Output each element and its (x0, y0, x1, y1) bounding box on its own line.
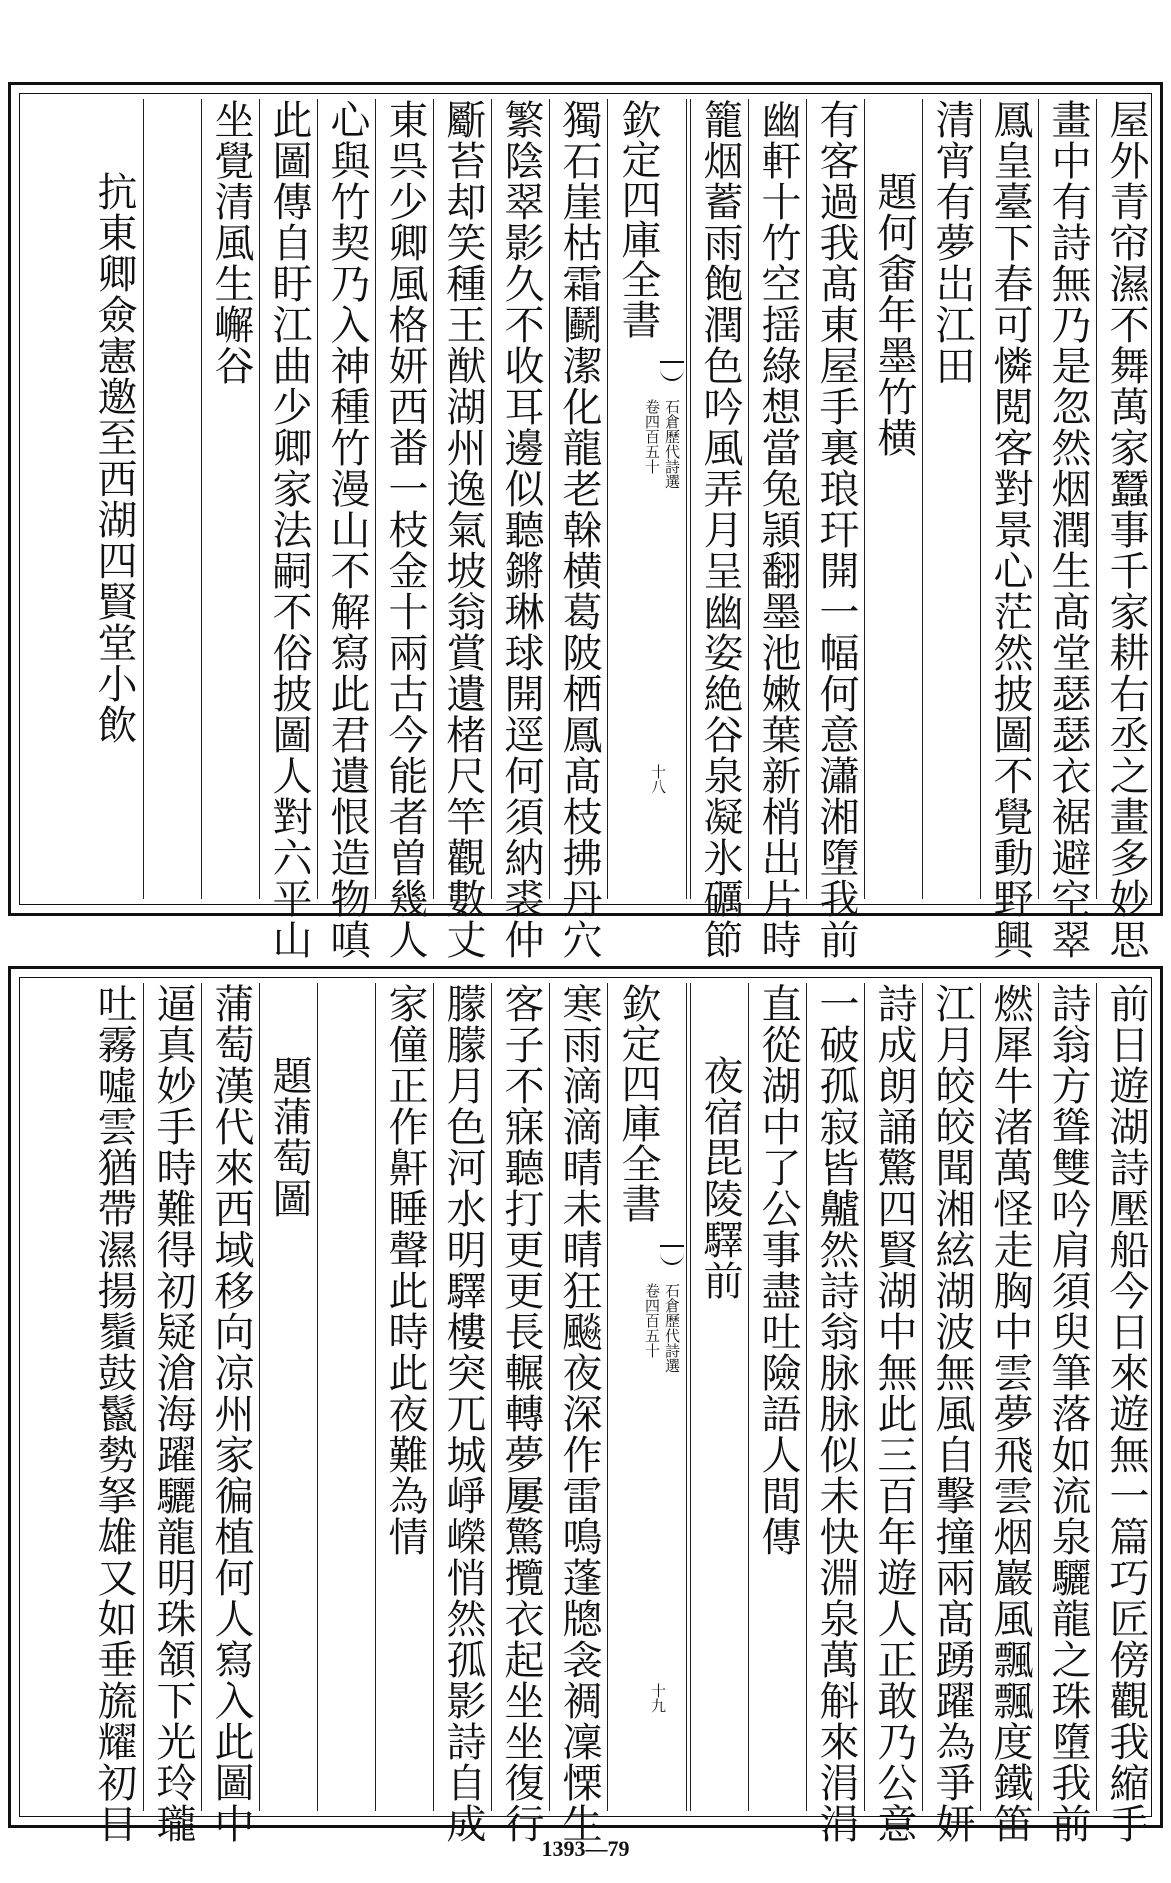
column-text: 詩翁方聳雙吟肩須臾筆落如流泉驪龍之珠墮我前 (1045, 983, 1091, 1844)
column-text: 朦朦月色河水明驛樓突兀城崢嶸悄然孤影詩自成 (440, 983, 486, 1844)
text-column (375, 983, 433, 1811)
text-column (259, 99, 317, 960)
text-column (491, 99, 549, 960)
text-column (549, 99, 607, 960)
text-column (1096, 99, 1154, 960)
poem-title: 夜宿毘陵驛前 (697, 1055, 743, 1301)
text-column (201, 983, 259, 1844)
column-text: 蒲萄漢代來西域移向凉州家徧植何人寫入此圖中 (208, 983, 254, 1844)
column-text: 鳳皇臺下春可憐閲客對景心茫然披圖不覺動野興 (987, 99, 1033, 960)
center-fold (607, 983, 687, 1811)
text-column (1038, 983, 1096, 1844)
column-text: 坐覺清風生嶰谷 (208, 99, 254, 386)
column-text: 燃犀牛渚萬怪走胸中雲夢飛雲烟巖風飄飄度鐵笛 (987, 983, 1033, 1844)
column-text: 此圖傳自盱江曲少卿家法嗣不俗披圖人對六平山 (266, 99, 312, 960)
text-column (317, 99, 375, 960)
text-column (1038, 99, 1096, 960)
page-top (8, 82, 1163, 960)
text-column (864, 99, 922, 899)
text-column (806, 99, 864, 960)
column-text: 家僮正作鼾睡聲此時此夜難為情 (382, 983, 428, 1557)
column-text: 直從湖中了公事盡吐險語人間傳 (755, 983, 801, 1557)
fish-tail-mark (660, 1245, 684, 1265)
column-text: 客子不寐聽打更更長輾轉夢屢驚攬衣起坐坐復行 (498, 983, 544, 1844)
column-text: 東呉少卿風格妍西畨一枝金十兩古今能者曽幾人 (382, 99, 428, 960)
text-column (317, 983, 375, 1811)
text-column (491, 983, 549, 1844)
text-column (85, 983, 143, 1844)
column-text: 詩成朗誦驚四賢湖中無此三百年遊人正敢乃公意 (871, 983, 917, 1844)
text-column (748, 99, 806, 960)
text-column (980, 99, 1038, 960)
page-bottom (8, 966, 1163, 1844)
column-text: 獨石崖枯霜鬬潔化龍老榦横葛陂栖鳳髙枝拂丹穴 (556, 99, 602, 960)
column-text: 有客過我髙東屋手裏琅玕開一幅何意瀟湘墮我前 (813, 99, 859, 960)
text-column (433, 983, 491, 1844)
column-text: 斸苔却笑種王猷湖州逸氣坡翁賞遺楮尺竿觀數丈 (440, 99, 486, 960)
text-column (922, 983, 980, 1844)
text-column (1096, 983, 1154, 1844)
book-title: 欽定四庫全書 (615, 99, 661, 339)
book-name: 石倉歷代詩選 (663, 399, 681, 489)
column-text: 畫中有詩無乃是忽然烟潤生髙堂瑟瑟衣裾避空翠 (1045, 99, 1091, 960)
column-text: 幽軒十竹空揺綠想當兔頴翻墨池嫩葉新梢出片時 (755, 99, 801, 960)
book-title: 欽定四庫全書 (615, 983, 661, 1223)
text-column (375, 99, 433, 960)
column-text: 心與竹契乃入神種竹漫山不解寫此君遺恨造物嗔 (324, 99, 370, 960)
poem-title: 題蒲萄圖 (266, 1055, 312, 1219)
text-column (85, 99, 143, 899)
text-column (143, 99, 201, 899)
text-column (143, 983, 201, 1844)
text-column (690, 983, 748, 1811)
text-column (806, 983, 864, 1844)
volume-number: 卷四百五十 (643, 1283, 661, 1358)
text-column (922, 99, 980, 899)
leaf-number: 十八 (649, 764, 667, 794)
column-text: 吐霧噓雲猶帶濕揚鬚鼓鬣勢拏雄又如垂旒耀初日 (91, 983, 137, 1844)
volume-number: 卷四百五十 (643, 399, 661, 474)
text-column (201, 99, 259, 899)
column-text: 繁陰翠影久不收耳邊似聽鏘琳球開逕何須納裘仲 (498, 99, 544, 960)
poem-title: 題何畬年墨竹横 (871, 171, 917, 458)
text-column (864, 983, 922, 1844)
text-column (980, 983, 1038, 1844)
text-column (690, 99, 748, 960)
center-fold (607, 99, 687, 899)
column-text: 前日遊湖詩壓船今日來遊無一篇巧匠傍觀我縮手 (1103, 983, 1149, 1844)
leaf-number: 十九 (649, 1683, 667, 1713)
column-text: 逼真妙手時難得初疑滄海躍驪龍明珠頷下光玲瓏 (150, 983, 196, 1844)
column-text: 清宵有夢岀江田 (929, 99, 975, 386)
text-column (549, 983, 607, 1844)
column-text: 屋外青帘濕不舞萬家蠶事千家耕右丞之畫多妙思 (1103, 99, 1149, 960)
column-text: 籠烟蓄雨飽潤色吟風弄月呈幽姿絶谷泉凝氷礪節 (697, 99, 743, 960)
column-text: 寒雨滴滴晴未晴狂飈夜深作雷鳴蓬牕衾裯凜慄生 (556, 983, 602, 1844)
poem-title: 抗東卿僉憲邀至西湖四賢堂小飲 (91, 171, 137, 745)
page-footer-number: 1393—79 (541, 1836, 630, 1861)
column-text: 一破孤寂皆齇然詩翁脉脉似未快淵泉萬斛來涓涓 (813, 983, 859, 1844)
text-column (748, 983, 806, 1811)
book-name: 石倉歷代詩選 (663, 1283, 681, 1373)
fish-tail-mark (660, 361, 684, 381)
text-column (433, 99, 491, 960)
text-column (259, 983, 317, 1811)
column-text: 江月皎皎聞湘絃湖波無風自擊撞兩髙踴躍為爭妍 (929, 983, 975, 1844)
